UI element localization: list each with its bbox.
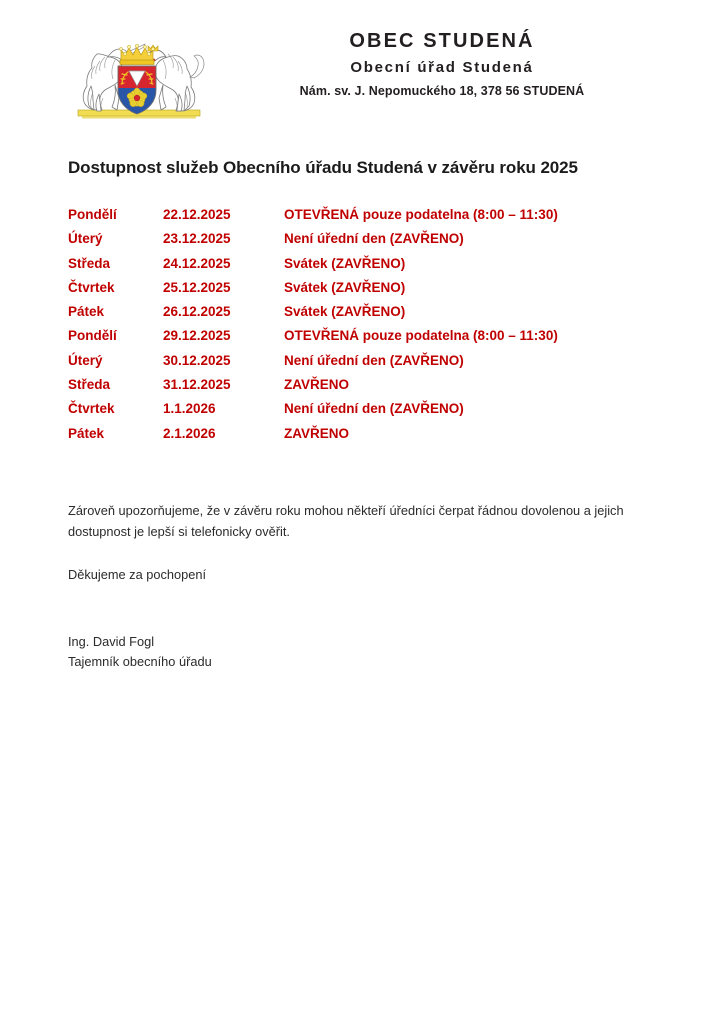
- signature-block: [68, 632, 468, 671]
- page-title: Dostupnost služeb Obecního úřadu Studená v závěru roku 2025: [68, 158, 578, 177]
- cell-date: 24.12.2025: [163, 255, 231, 271]
- schedule-table: [68, 203, 668, 446]
- cell-date: 26.12.2025: [163, 304, 231, 320]
- organization-name: OBEC STUDENÁ: [349, 30, 535, 52]
- table-row: [68, 373, 668, 397]
- thanks-paragraph: Děkujeme za pochopení: [68, 566, 207, 582]
- coat-of-arms-icon: [66, 30, 212, 128]
- cell-day: Pátek: [68, 304, 105, 320]
- table-row: [68, 422, 668, 446]
- cell-status: OTEVŘENÁ pouze podatelna (8:00 – 11:30): [284, 328, 558, 344]
- cell-date: 2.1.2026: [163, 425, 216, 441]
- cell-status: Svátek (ZAVŘENO): [284, 279, 406, 295]
- cell-day: Pátek: [68, 425, 105, 441]
- cell-status: Není úřední den (ZAVŘENO): [284, 231, 464, 247]
- cell-status: Svátek (ZAVŘENO): [284, 304, 406, 320]
- table-row: [68, 397, 668, 421]
- cell-status: Není úřední den (ZAVŘENO): [284, 401, 464, 417]
- cell-date: 31.12.2025: [163, 377, 231, 393]
- table-row: [68, 276, 668, 300]
- schedule-table-body: [68, 203, 668, 446]
- cell-date: 23.12.2025: [163, 231, 231, 247]
- cell-day: Středa: [68, 377, 111, 393]
- cell-day: Úterý: [68, 352, 103, 368]
- table-row: [68, 252, 668, 276]
- organization-block: [212, 28, 672, 101]
- office-address: Nám. sv. J. Nepomuckého 18, 378 56 STUDENÁ: [299, 84, 585, 98]
- cell-date: 30.12.2025: [163, 352, 231, 368]
- cell-day: Středa: [68, 255, 111, 271]
- cell-date: 29.12.2025: [163, 328, 231, 344]
- cell-status: Svátek (ZAVŘENO): [284, 255, 406, 271]
- signature-name: Ing. David Fogl: [68, 634, 155, 649]
- cell-status: ZAVŘENO: [284, 425, 350, 441]
- table-row: [68, 300, 668, 324]
- letterhead: [0, 28, 725, 128]
- cell-day: Čtvrtek: [68, 279, 115, 295]
- table-row: [68, 203, 668, 227]
- table-row: [68, 349, 668, 373]
- cell-date: 25.12.2025: [163, 279, 231, 295]
- cell-day: Čtvrtek: [68, 401, 115, 417]
- signature-role: Tajemník obecního úřadu: [68, 653, 212, 669]
- office-name: Obecní úřad Studená: [350, 59, 534, 76]
- cell-day: Úterý: [68, 231, 103, 247]
- cell-day: Pondělí: [68, 207, 117, 222]
- cell-day: Pondělí: [68, 328, 117, 344]
- cell-date: 22.12.2025: [163, 207, 231, 222]
- cell-status: OTEVŘENÁ pouze podatelna (8:00 – 11:30): [284, 207, 558, 222]
- cell-status: Není úřední den (ZAVŘENO): [284, 352, 464, 368]
- cell-status: ZAVŘENO: [284, 377, 350, 393]
- table-row: [68, 324, 668, 348]
- notice-paragraph: Zároveň upozorňujeme, že v závěru roku mohou někteří úředníci čerpat řádnou dovolenou a jejich dostupnost je lepší si telefonicky ověřit.: [68, 502, 624, 539]
- cell-date: 1.1.2026: [163, 401, 216, 417]
- table-row: [68, 227, 668, 251]
